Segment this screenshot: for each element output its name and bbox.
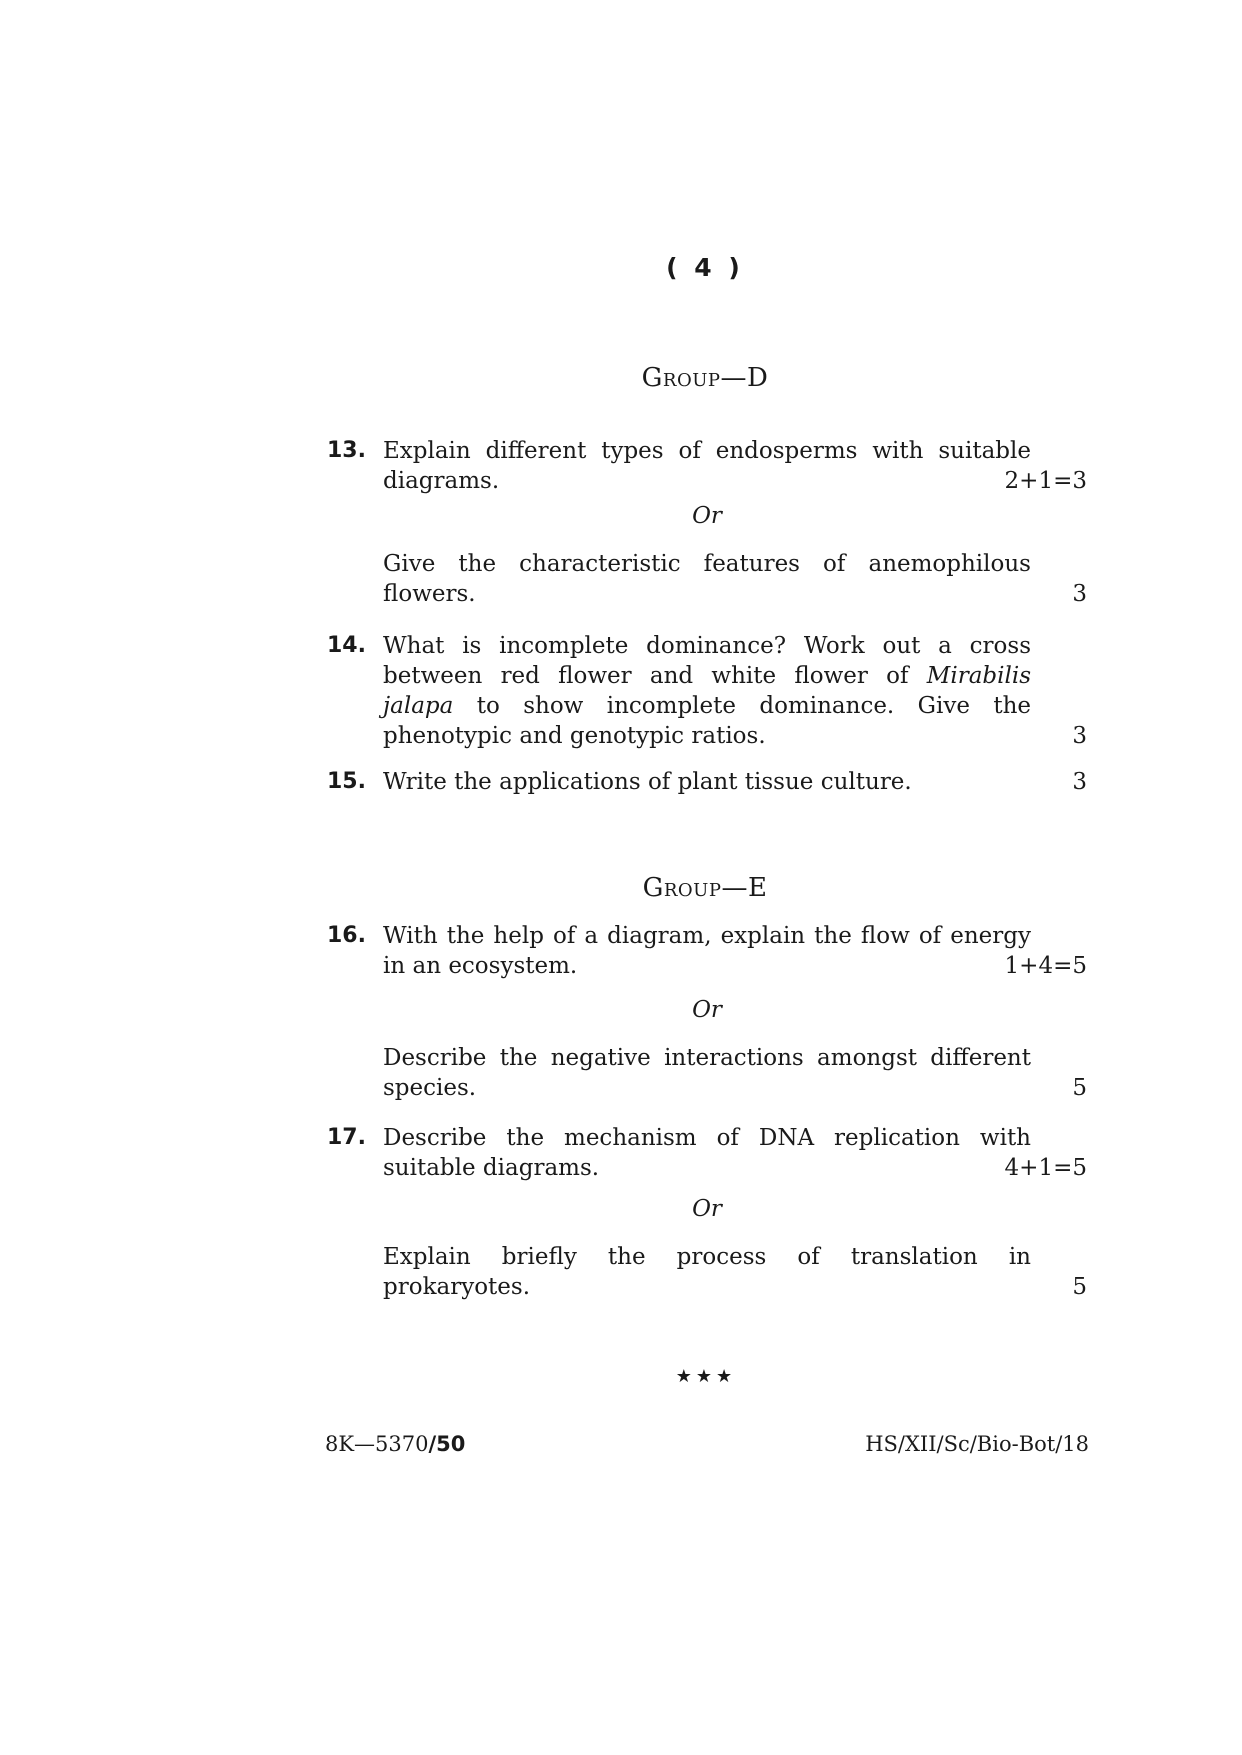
question-line: species. bbox=[383, 1075, 477, 1101]
question-text bbox=[383, 631, 1031, 751]
question-17-alternative bbox=[327, 1242, 1087, 1304]
question-line: flowers. bbox=[383, 581, 476, 607]
question-number: 14. bbox=[327, 633, 366, 658]
group-e-title: Group—E bbox=[642, 873, 768, 903]
question-text bbox=[383, 1043, 1031, 1103]
question-line: Explain briefly the process of translation in bbox=[383, 1244, 1031, 1270]
question-number: 16. bbox=[327, 923, 366, 948]
question-text bbox=[383, 1242, 1031, 1302]
question-line: diagrams. bbox=[383, 468, 500, 494]
page-number: ( 4 ) bbox=[666, 253, 744, 282]
marks: 5 bbox=[1072, 1075, 1087, 1101]
question-16-alternative bbox=[327, 1043, 1087, 1105]
or-label: Or bbox=[692, 997, 722, 1023]
question-15 bbox=[327, 767, 1087, 799]
question-line: Describe the negative interactions amongst different bbox=[383, 1045, 1031, 1071]
question-line: What is incomplete dominance? Work out a cross bbox=[383, 633, 1031, 659]
marks: 1+4=5 bbox=[1004, 953, 1087, 979]
question-text bbox=[383, 549, 1031, 609]
marks: 3 bbox=[1072, 769, 1087, 795]
species-name: Mirabilis bbox=[926, 663, 1032, 689]
question-line: suitable diagrams. bbox=[383, 1155, 600, 1181]
or-label: Or bbox=[692, 503, 722, 529]
question-line bbox=[383, 691, 1031, 721]
print-count: /50 bbox=[428, 1432, 466, 1456]
marks: 5 bbox=[1072, 1274, 1087, 1300]
question-line: Explain different types of endosperms with suitable bbox=[383, 438, 1031, 464]
question-16 bbox=[327, 921, 1087, 983]
marks: 4+1=5 bbox=[1004, 1155, 1087, 1181]
question-line: Write the applications of plant tissue culture. bbox=[383, 769, 912, 795]
question-17 bbox=[327, 1123, 1087, 1185]
question-text bbox=[383, 767, 1031, 797]
end-stars: ★★★ bbox=[675, 1366, 737, 1387]
group-d-title: Group—D bbox=[641, 363, 769, 393]
question-line: phenotypic and genotypic ratios. bbox=[383, 723, 766, 749]
question-text bbox=[383, 921, 1031, 981]
question-text bbox=[383, 436, 1031, 496]
question-line: Give the characteristic features of anemophilous bbox=[383, 551, 1031, 577]
question-line-text: to show incomplete dominance. Give the bbox=[476, 693, 1032, 719]
marks: 2+1=3 bbox=[1004, 468, 1087, 494]
question-number: 15. bbox=[327, 769, 366, 794]
marks: 3 bbox=[1072, 581, 1087, 607]
question-line-text: between red flower and white flower of bbox=[383, 663, 909, 689]
footer-paper-code: HS/XII/Sc/Bio-Bot/18 bbox=[865, 1432, 1089, 1456]
print-code: 8K—5370 bbox=[325, 1432, 429, 1456]
question-13 bbox=[327, 436, 1087, 498]
question-14 bbox=[327, 631, 1087, 753]
or-label: Or bbox=[692, 1196, 722, 1222]
question-line bbox=[383, 661, 1031, 691]
question-line: With the help of a diagram, explain the flow of energy bbox=[383, 923, 1031, 949]
question-line: in an ecosystem. bbox=[383, 953, 578, 979]
species-name: jalapa bbox=[383, 693, 454, 719]
question-line: prokaryotes. bbox=[383, 1274, 531, 1300]
question-number: 17. bbox=[327, 1125, 366, 1150]
footer-print-code bbox=[325, 1432, 465, 1456]
question-number: 13. bbox=[327, 438, 366, 463]
question-line: Describe the mechanism of DNA replication with bbox=[383, 1125, 1031, 1151]
question-text bbox=[383, 1123, 1031, 1183]
question-13-alternative bbox=[327, 549, 1087, 611]
marks: 3 bbox=[1072, 723, 1087, 749]
